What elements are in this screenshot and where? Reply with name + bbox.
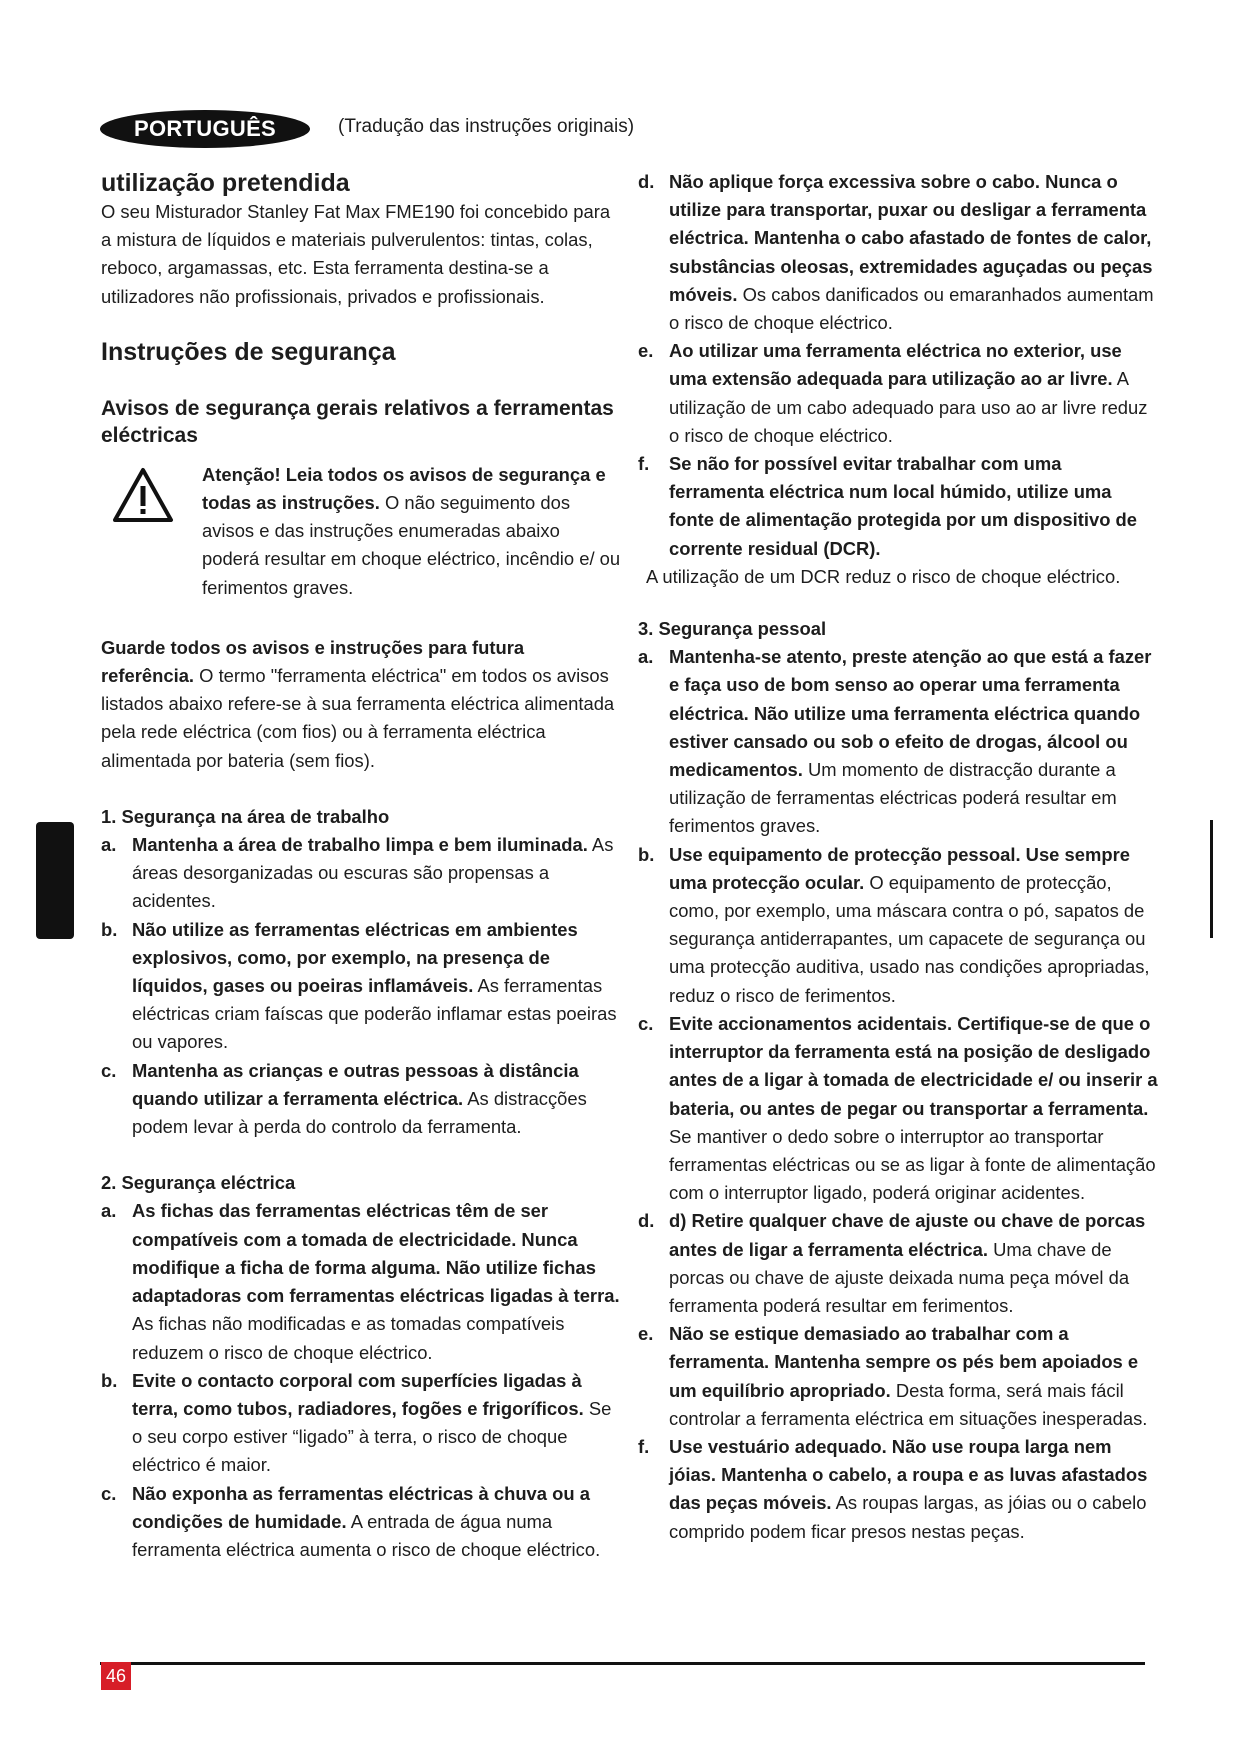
dcr-note: A utilização de um DCR reduz o risco de choque eléctrico.	[646, 565, 1121, 587]
footer-rule	[100, 1662, 1145, 1665]
section3-item-e: e. Não se estique demasiado ao trabalhar com a ferramenta. Mantenha sempre os pés bem apoiados e um equilíbrio apropriado. Desta forma, será mais fácil controlar a ferramenta eléctrica em situações inesperadas.	[638, 1323, 1148, 1429]
section1-item-c: c. Mantenha as crianças e outras pessoas à distância quando utilizar a ferramenta eléctrica. As distracções podem levar à perda do controlo da ferramenta.	[101, 1059, 587, 1138]
intended-use-title: utilização pretendida	[101, 169, 350, 197]
page-number: 46	[101, 1662, 131, 1690]
general-warnings-title: Avisos de segurança gerais relativos a ferramentas eléctricas	[101, 396, 614, 447]
section3-item-a: a. Mantenha-se atento, preste atenção ao que está a fazer e faça uso de bom senso ao operar uma ferramenta eléctrica. Não utilize uma ferramenta eléctrica quando estiver cansado ou sob o efeito de drogas, álcool ou medicamentos. Um momento de distracção durante a utilização de ferramentas eléctricas poderá resultar em ferimentos graves.	[638, 646, 1152, 837]
section1-title: 1. Segurança na área de trabalho	[101, 805, 390, 827]
section3-item-f: f. Use vestuário adequado. Não use roupa larga nem jóias. Mantenha o cabelo, a roupa e as luvas afastados das peças móveis. As roupas largas, as jóias ou o cabelo comprido podem ficar presos nestas peças.	[638, 1435, 1148, 1542]
section2-item-c: c. Não exponha as ferramentas eléctricas à chuva ou a condições de humidade. A entrada de água numa ferramenta eléctrica aumenta o risco de choque eléctrico.	[101, 1482, 601, 1560]
safety-title: Instruções de segurança	[101, 337, 396, 366]
warning-triangle-icon	[112, 467, 174, 523]
side-marker-line	[1210, 820, 1213, 938]
section2-item-a: a. As fichas das ferramentas eléctricas têm de ser compatíveis com a tomada de electricidade. Nunca modifique a ficha de forma alguma. Não utilize fichas adaptadoras com ferramentas eléctricas ligadas à terra. As fichas não modificadas e as tomadas compatíveis reduzem o risco de choque eléctrico.	[101, 1200, 620, 1363]
section3-item-c: c. Evite accionamentos acidentais. Certifique-se de que o interruptor da ferramenta está na posição de desligado antes de a ligar à tomada de electricidade e/ ou inserir a bateria, ou antes de pegar ou transportar a ferramenta. Se mantiver o dedo sobre o interruptor ao transportar ferramentas eléctricas ou se as ligar à fonte de alimentação com o interruptor ligado, poderá originar acidentes.	[638, 1012, 1158, 1204]
section2-item-b: b. Evite o contacto corporal com superfícies ligadas à terra, como tubos, radiadores, fogões e frigoríficos. Se o seu corpo estiver “ligado” à terra, o risco de choque eléctrico é maior.	[101, 1369, 612, 1476]
section2-title: 2. Segurança eléctrica	[101, 1172, 296, 1194]
left-column	[101, 168, 621, 1564]
section1-item-a: a. Mantenha a área de trabalho limpa e bem iluminada. As áreas desorganizadas ou escuras são propensas a acidentes.	[101, 834, 614, 912]
side-thumb-tab	[36, 822, 74, 939]
right-column	[638, 168, 1158, 1546]
section2-item-f: f. Se não for possível evitar trabalhar com uma ferramenta eléctrica num local húmido, utilize uma fonte de alimentação protegida por um dispositivo de corrente residual (DCR).	[638, 453, 1138, 559]
keep-instructions-text: O termo "ferramenta eléctrica" em todos os avisos listados abaixo refere-se à sua ferramenta eléctrica alimentada pela rede eléctrica (com fios) ou à ferramenta eléctrica alimentada por bateria (sem fios).	[101, 665, 615, 771]
section3-item-d: d. d) Retire qualquer chave de ajuste ou chave de porcas antes de ligar a ferramenta eléctrica. Uma chave de porcas ou chave de ajuste deixada numa peça móvel da ferramenta poderá resultar em ferimentos.	[638, 1210, 1146, 1316]
section1-item-b: b. Não utilize as ferramentas eléctricas em ambientes explosivos, como, por exemplo, na presença de líquidos, gases ou poeiras inflamáveis. As ferramentas eléctricas criam faíscas que poderão inflamar estas poeiras ou vapores.	[101, 918, 617, 1053]
section2-item-e: e. Ao utilizar uma ferramenta eléctrica no exterior, use uma extensão adequada para utilização ao ar livre. A utilização de um cabo adequado para uso ao ar livre reduz o risco de choque eléctrico.	[638, 340, 1148, 446]
warning-text: O não seguimento dos avisos e das instruções enumeradas abaixo poderá resultar em choque eléctrico, incêndio e/ ou ferimentos graves.	[202, 492, 621, 598]
section3-item-b: b. Use equipamento de protecção pessoal. Use sempre uma protecção ocular. O equipamento de protecção, como, por exemplo, uma máscara contra o pó, sapatos de segurança antiderrapantes, um capacete de segurança ou uma protecção auditiva, usado nas condições apropriadas, reduz o risco de ferimentos.	[638, 843, 1150, 1006]
keep-instructions-bold: Guarde todos os avisos e instruções para futura referência.	[101, 636, 525, 687]
language-badge: PORTUGUÊS	[100, 110, 310, 148]
section3-title: 3. Segurança pessoal	[638, 618, 827, 640]
translation-note: (Tradução das instruções originais)	[338, 116, 635, 137]
warning-bold: Atenção! Leia todos os avisos de segurança e todas as instruções.	[202, 463, 606, 514]
section2-item-d: d. Não aplique força excessiva sobre o cabo. Nunca o utilize para transportar, puxar ou desligar a ferramenta eléctrica. Mantenha o cabo afastado de fontes de calor, substâncias oleosas, extremidades aguçadas ou peças móveis. Os cabos danificados ou emaranhados aumentam o risco de choque eléctrico.	[638, 171, 1154, 334]
warning-block	[101, 461, 621, 602]
intended-use-text: O seu Misturador Stanley Fat Max FME190 foi concebido para a mistura de líquidos e materiais pulverulentos: tintas, colas, reboco, argamassas, etc. Esta ferramenta destina-se a utilizadores não profissionais, privados e profissionais.	[101, 201, 611, 307]
